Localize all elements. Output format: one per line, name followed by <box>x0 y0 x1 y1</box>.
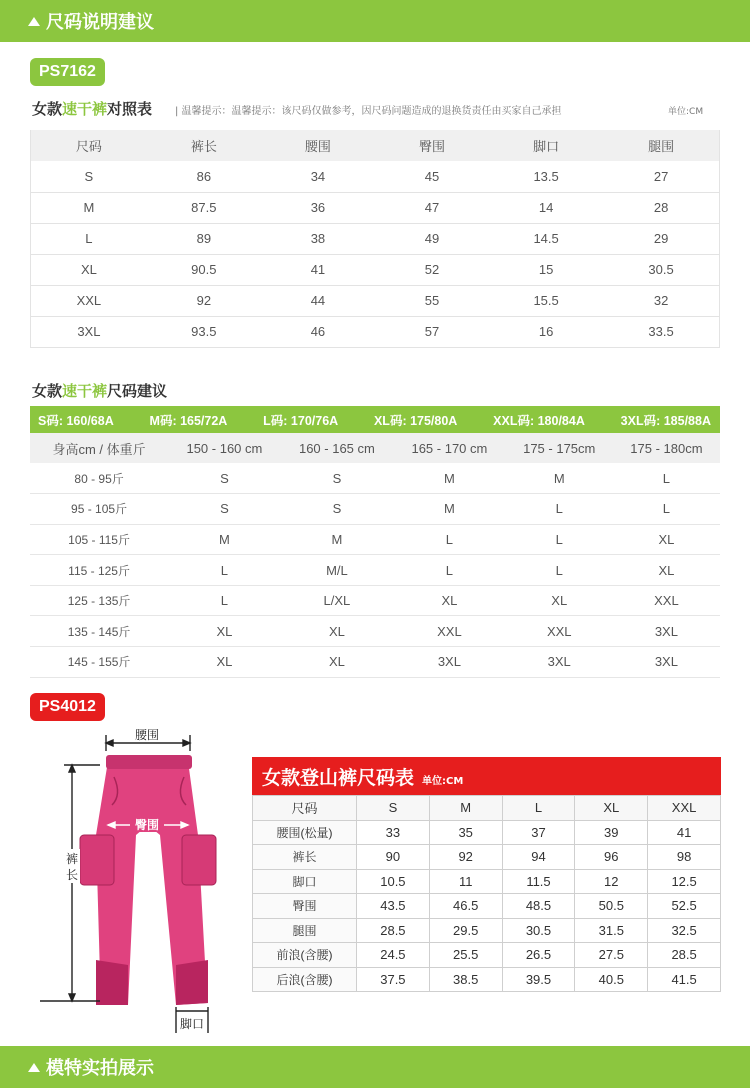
table-row <box>30 494 720 525</box>
size-table-cell: 86 <box>147 161 261 192</box>
size-table-cell: 13.5 <box>489 161 603 192</box>
hiking-table-header-4: XL <box>575 796 648 821</box>
table-row <box>253 820 721 845</box>
size-comparison-table <box>30 130 720 348</box>
table-row <box>31 192 720 223</box>
hiking-table-cell: 前浪(含腰) <box>253 943 357 968</box>
size-code-label: XL码: 175/80A <box>373 413 458 428</box>
suggestion-table-header-2: 160 - 165 cm <box>281 433 394 463</box>
hiking-table-cell: 39.5 <box>502 967 575 992</box>
hiking-table-cell: 28.5 <box>648 943 721 968</box>
size-code-label: S码: 160/68A <box>38 413 114 428</box>
suggestion-table-cell: 3XL <box>613 616 720 647</box>
hiking-table-cell: 98 <box>648 845 721 870</box>
size-table-header-5: 腿围 <box>603 130 719 161</box>
hiking-table-header-3: L <box>502 796 575 821</box>
size-table-cell: 15.5 <box>489 285 603 316</box>
product-code-badge: PS7162 <box>30 58 105 86</box>
hiking-table-cell: 48.5 <box>502 894 575 919</box>
hiking-table-cell: 37 <box>502 820 575 845</box>
size-table-header-0: 尺码 <box>31 130 147 161</box>
suggestion-table-header-5: 175 - 180cm <box>613 433 720 463</box>
table-row <box>30 555 720 586</box>
table-row <box>253 943 721 968</box>
suggestion-table-cell: L <box>506 524 613 555</box>
size-table-cell: S <box>31 161 147 192</box>
suggestion-table-cell: S <box>168 494 281 525</box>
hiking-table-cell: 29.5 <box>429 918 502 943</box>
section-banner-size-guide <box>0 0 750 42</box>
suggestion-table-cell: XL <box>168 647 281 678</box>
suggestion-table-cell: 3XL <box>613 647 720 678</box>
hiking-table-cell: 11 <box>429 869 502 894</box>
size-table-cell: 90.5 <box>147 254 261 285</box>
size-table-cell: 57 <box>375 316 489 347</box>
table-row <box>31 161 720 192</box>
table-title: 女款速干裤对照表 <box>32 100 153 118</box>
table-row <box>253 918 721 943</box>
size-table-cell: 93.5 <box>147 316 261 347</box>
hiking-table-cell: 臀围 <box>253 894 357 919</box>
hiking-table-cell: 50.5 <box>575 894 648 919</box>
suggestion-table-cell: 115 - 125斤 <box>30 555 168 586</box>
size-table-cell: 30.5 <box>603 254 719 285</box>
size-table-header-1: 裤长 <box>147 130 261 161</box>
size-table-cell: 41 <box>261 254 375 285</box>
size-table-cell: 52 <box>375 254 489 285</box>
hiking-table-cell: 94 <box>502 845 575 870</box>
suggestion-table-cell: L <box>506 494 613 525</box>
suggestion-table-cell: S <box>168 463 281 494</box>
suggestion-table-cell: 125 - 135斤 <box>30 585 168 616</box>
suggestion-table-cell: L <box>506 555 613 586</box>
size-notice: | 温馨提示：温馨提示：该尺码仅做参考，因尺码问题造成的退换货责任由买家自己承担 <box>175 106 562 117</box>
suggestion-table-cell: L <box>168 555 281 586</box>
hiking-table-cell: 39 <box>575 820 648 845</box>
size-table-cell: XXL <box>31 285 147 316</box>
size-table-cell: L <box>31 223 147 254</box>
table-row <box>253 967 721 992</box>
banner-title-2: 模特实拍展示 <box>46 1058 154 1079</box>
size-table-cell: 36 <box>261 192 375 223</box>
suggestion-table-cell: M <box>393 494 506 525</box>
suggestion-table-cell: XL <box>613 524 720 555</box>
suggestion-table-header-1: 150 - 160 cm <box>168 433 281 463</box>
size-table-cell: 45 <box>375 161 489 192</box>
suggestion-table-cell: XXL <box>613 585 720 616</box>
suggestion-table-cell: XXL <box>506 616 613 647</box>
hiking-table-cell: 脚口 <box>253 869 357 894</box>
size-code-label: M码: 165/72A <box>149 413 228 428</box>
hiking-table-cell: 92 <box>429 845 502 870</box>
size-table-cell: 33.5 <box>603 316 719 347</box>
hiking-table-cell: 腰围(松量) <box>253 820 357 845</box>
hiking-table-cell: 33 <box>357 820 430 845</box>
table-row <box>30 524 720 555</box>
hiking-table-cell: 43.5 <box>357 894 430 919</box>
suggestion-table-cell: M <box>281 524 394 555</box>
size-suggestion-table <box>30 433 720 678</box>
suggestion-table-cell: L <box>393 555 506 586</box>
hiking-table-cell: 46.5 <box>429 894 502 919</box>
hiking-table-cell: 38.5 <box>429 967 502 992</box>
size-table-header-2: 腰围 <box>261 130 375 161</box>
suggestion-table-cell: L <box>613 463 720 494</box>
table-row <box>31 223 720 254</box>
size-table-cell: 49 <box>375 223 489 254</box>
hiking-table-cell: 41.5 <box>648 967 721 992</box>
size-table-cell: 3XL <box>31 316 147 347</box>
suggestion-table-cell: 3XL <box>506 647 613 678</box>
hiking-pants-size-table <box>252 795 721 992</box>
size-table-cell: 27 <box>603 161 719 192</box>
hiking-table-cell: 40.5 <box>575 967 648 992</box>
size-table-cell: 55 <box>375 285 489 316</box>
length-label-2: 长 <box>65 868 79 882</box>
hiking-table-title: 女款登山裤尺码表 <box>262 766 415 789</box>
suggestion-table-header-4: 175 - 175cm <box>506 433 613 463</box>
hiking-table-cell: 11.5 <box>502 869 575 894</box>
pants-image <box>80 755 216 1005</box>
size-table-cell: 89 <box>147 223 261 254</box>
pants-measurement-illustration <box>30 725 230 1037</box>
hiking-table-unit: 单位:CM <box>422 775 464 787</box>
size-table-cell: 28 <box>603 192 719 223</box>
size-code-label: XXL码: 180/84A <box>493 413 585 428</box>
suggestion-title: 女款速干裤尺码建议 <box>32 382 168 400</box>
size-table-header-3: 臀围 <box>375 130 489 161</box>
suggestion-table-cell: M <box>506 463 613 494</box>
size-table-cell: 16 <box>489 316 603 347</box>
hiking-table-cell: 30.5 <box>502 918 575 943</box>
size-table-cell: 29 <box>603 223 719 254</box>
table-row <box>30 647 720 678</box>
table-row <box>253 845 721 870</box>
size-table-cell: XL <box>31 254 147 285</box>
size-table-cell: M <box>31 192 147 223</box>
triangle-icon <box>28 1063 40 1072</box>
suggestion-table-cell: XXL <box>393 616 506 647</box>
hiking-table-cell: 裤长 <box>253 845 357 870</box>
size-table-cell: 87.5 <box>147 192 261 223</box>
suggestion-table-cell: 105 - 115斤 <box>30 524 168 555</box>
suggestion-table-cell: L <box>168 585 281 616</box>
hiking-table-cell: 35 <box>429 820 502 845</box>
hiking-table-cell: 10.5 <box>357 869 430 894</box>
table-row <box>31 254 720 285</box>
size-table-header-4: 脚口 <box>489 130 603 161</box>
size-code-label: L码: 170/76A <box>263 413 339 428</box>
table-row <box>253 894 721 919</box>
suggestion-table-cell: M <box>168 524 281 555</box>
hiking-table-cell: 37.5 <box>357 967 430 992</box>
suggestion-table-cell: S <box>281 463 394 494</box>
hiking-table-cell: 31.5 <box>575 918 648 943</box>
hip-label: 臀围 <box>134 818 160 832</box>
hiking-table-cell: 腿围 <box>253 918 357 943</box>
suggestion-table-cell: 135 - 145斤 <box>30 616 168 647</box>
suggestion-table-cell: M/L <box>281 555 394 586</box>
hiking-table-cell: 90 <box>357 845 430 870</box>
waist-label: 腰围 <box>134 728 160 742</box>
hiking-table-cell: 52.5 <box>648 894 721 919</box>
hiking-table-header-0: 尺码 <box>253 796 357 821</box>
suggestion-table-cell: XL <box>613 555 720 586</box>
product-code-badge-2: PS4012 <box>30 693 105 721</box>
table-row <box>253 869 721 894</box>
size-table-cell: 34 <box>261 161 375 192</box>
hiking-table-cell: 28.5 <box>357 918 430 943</box>
hiking-table-cell: 96 <box>575 845 648 870</box>
hiking-table-header-5: XXL <box>648 796 721 821</box>
hiking-table-header-2: M <box>429 796 502 821</box>
suggestion-table-cell: L <box>393 524 506 555</box>
section-banner-model-photos <box>0 1046 750 1088</box>
hiking-table-header-1: S <box>357 796 430 821</box>
table-row <box>31 316 720 347</box>
suggestion-table-cell: 145 - 155斤 <box>30 647 168 678</box>
suggestion-table-cell: 3XL <box>393 647 506 678</box>
size-code-label: 3XL码: 185/88A <box>620 413 711 428</box>
table-row <box>30 463 720 494</box>
size-table-cell: 47 <box>375 192 489 223</box>
size-table-cell: 44 <box>261 285 375 316</box>
table-row <box>31 285 720 316</box>
hiking-table-cell: 后浪(含腰) <box>253 967 357 992</box>
size-table-cell: 92 <box>147 285 261 316</box>
suggestion-table-cell: S <box>281 494 394 525</box>
hiking-table-cell: 12.5 <box>648 869 721 894</box>
hiking-table-cell: 24.5 <box>357 943 430 968</box>
hiking-pants-table-header <box>252 757 721 795</box>
suggestion-table-cell: M <box>393 463 506 494</box>
table-row <box>30 585 720 616</box>
unit-label: 单位:CM <box>668 107 704 117</box>
size-table-cell: 46 <box>261 316 375 347</box>
suggestion-table-cell: L/XL <box>281 585 394 616</box>
suggestion-table-cell: XL <box>168 616 281 647</box>
suggestion-table-cell: L <box>613 494 720 525</box>
size-table-cell: 15 <box>489 254 603 285</box>
suggestion-table-cell: 95 - 105斤 <box>30 494 168 525</box>
hiking-table-cell: 41 <box>648 820 721 845</box>
triangle-icon <box>28 17 40 26</box>
size-table-cell: 14 <box>489 192 603 223</box>
size-table-cell: 32 <box>603 285 719 316</box>
length-label-1: 裤 <box>65 852 79 866</box>
suggestion-table-cell: XL <box>506 585 613 616</box>
suggestion-table-cell: XL <box>393 585 506 616</box>
suggestion-table-cell: 80 - 95斤 <box>30 463 168 494</box>
table-row <box>30 616 720 647</box>
size-table-cell: 38 <box>261 223 375 254</box>
hiking-table-cell: 27.5 <box>575 943 648 968</box>
suggestion-table-header-3: 165 - 170 cm <box>393 433 506 463</box>
hiking-table-cell: 12 <box>575 869 648 894</box>
hiking-table-cell: 32.5 <box>648 918 721 943</box>
hiking-table-cell: 25.5 <box>429 943 502 968</box>
suggestion-table-header-0: 身高cm / 体重斤 <box>30 433 168 463</box>
suggestion-table-cell: XL <box>281 647 394 678</box>
hiking-table-cell: 26.5 <box>502 943 575 968</box>
size-table-cell: 14.5 <box>489 223 603 254</box>
suggestion-table-cell: XL <box>281 616 394 647</box>
size-code-bar <box>30 406 720 433</box>
hem-label: 脚口 <box>179 1017 205 1031</box>
banner-title: 尺码说明建议 <box>46 12 154 33</box>
